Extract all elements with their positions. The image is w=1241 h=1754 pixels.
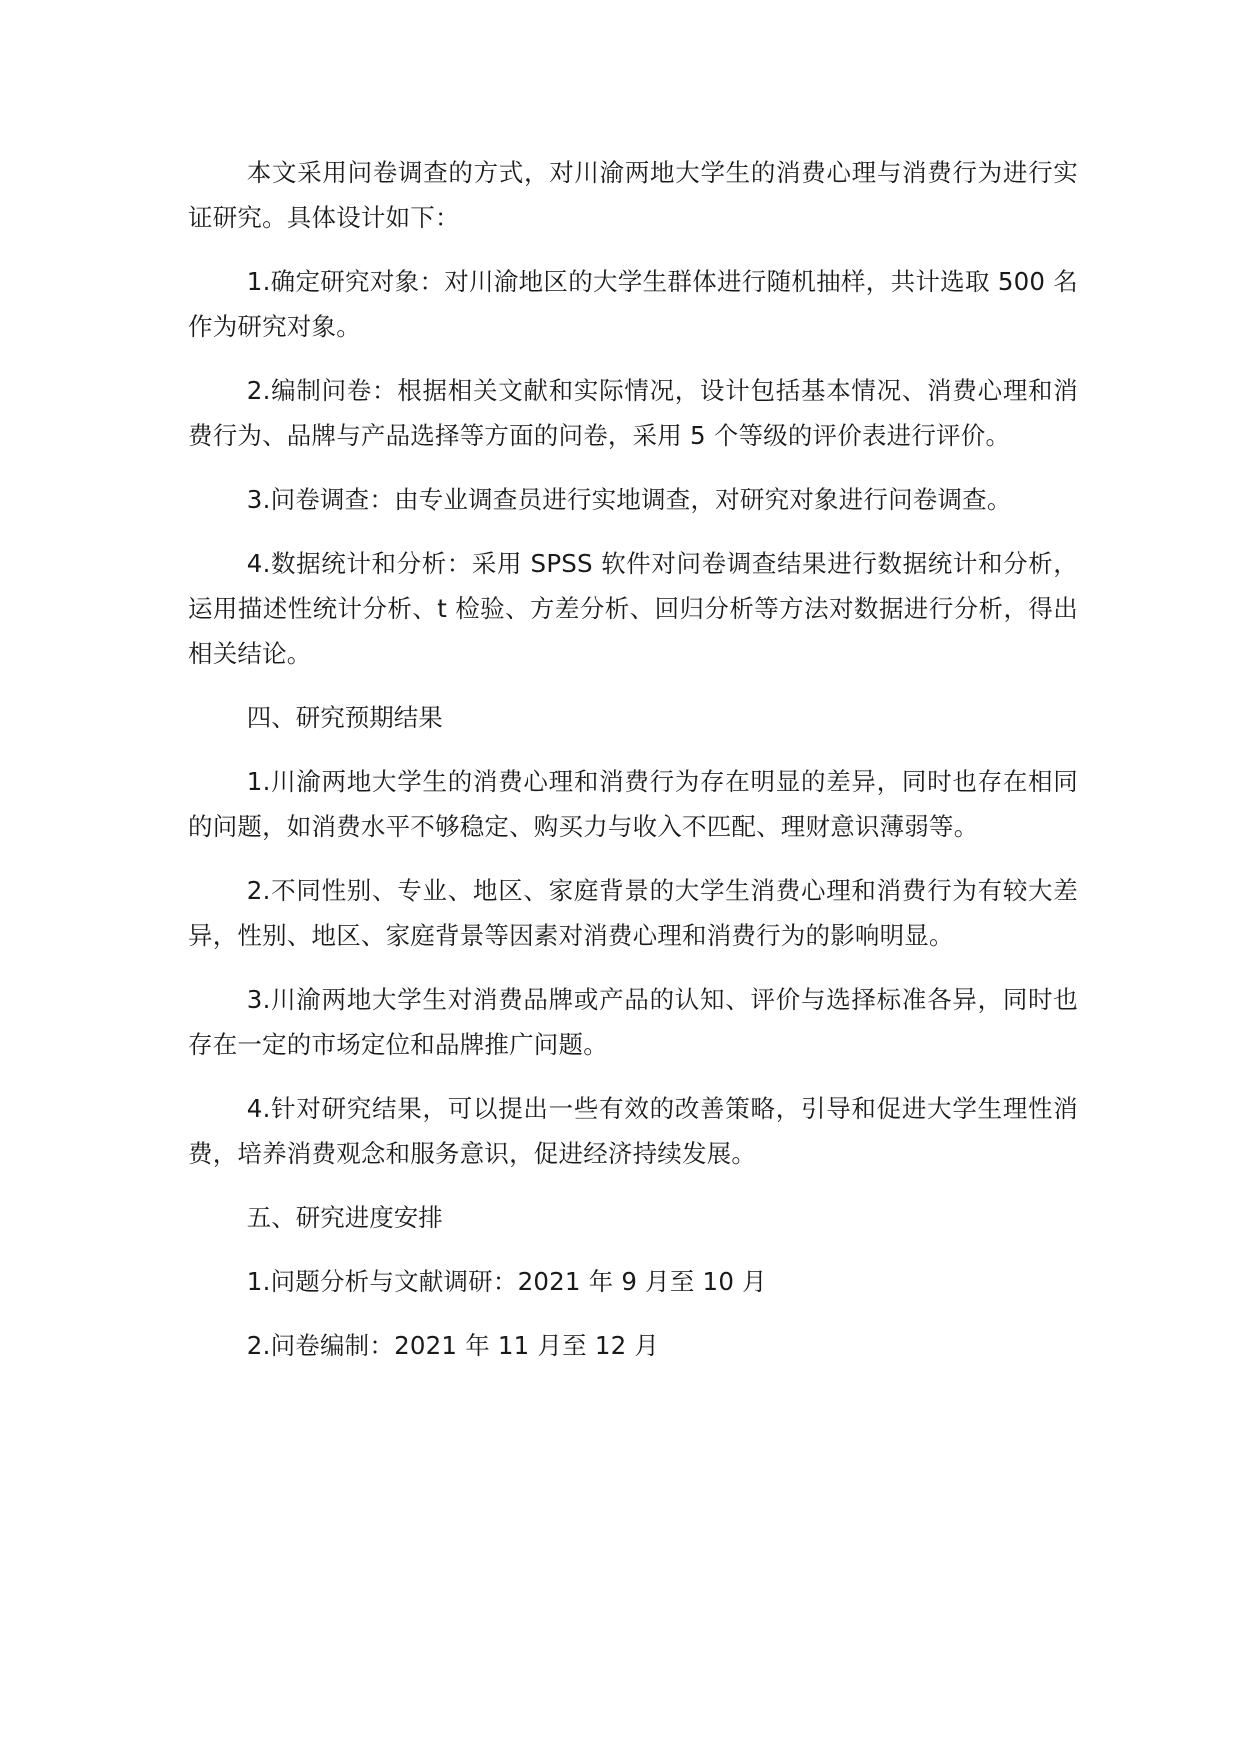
- design-item-3: 3.问卷调查：由专业调查员进行实地调查，对研究对象进行问卷调查。: [246, 485, 1012, 514]
- schedule-item-1: 1.问题分析与文献调研：2021 年 9 月至 10 月: [246, 1267, 767, 1296]
- schedule-item-2: 2.问卷编制：2021 年 11 月至 12 月: [246, 1331, 660, 1360]
- intro-paragraph: 本文采用问卷调查的方式，对川渝两地大学生的消费心理与消费行为进行实证研究。具体设计如下：: [188, 158, 1078, 232]
- design-item-1: 1.确定研究对象：对川渝地区的大学生群体进行随机抽样，共计选取 500 名作为研究对象。: [188, 267, 1078, 341]
- expected-result-3: 3.川渝两地大学生对消费品牌或产品的认知、评价与选择标准各异，同时也存在一定的市场定位和品牌推广问题。: [188, 985, 1078, 1059]
- expected-result-1: 1.川渝两地大学生的消费心理和消费行为存在明显的差异，同时也存在相同的问题，如消费水平不够稳定、购买力与收入不匹配、理财意识薄弱等。: [188, 767, 1078, 841]
- section-heading-expected-results: 四、研究预期结果: [246, 703, 443, 732]
- design-item-2: 2.编制问卷：根据相关文献和实际情况，设计包括基本情况、消费心理和消费行为、品牌与产品选择等方面的问卷，采用 5 个等级的评价表进行评价。: [188, 376, 1078, 450]
- expected-result-2: 2.不同性别、专业、地区、家庭背景的大学生消费心理和消费行为有较大差异，性别、地区、家庭背景等因素对消费心理和消费行为的影响明显。: [188, 876, 1078, 950]
- expected-result-4: 4.针对研究结果，可以提出一些有效的改善策略，引导和促进大学生理性消费，培养消费观念和服务意识，促进经济持续发展。: [188, 1094, 1078, 1168]
- design-item-4: 4.数据统计和分析：采用 SPSS 软件对问卷调查结果进行数据统计和分析，运用描述性统计分析、t 检验、方差分析、回归分析等方法对数据进行分析，得出相关结论。: [188, 549, 1078, 668]
- section-heading-schedule: 五、研究进度安排: [246, 1203, 443, 1232]
- document-body: [188, 150, 1078, 1387]
